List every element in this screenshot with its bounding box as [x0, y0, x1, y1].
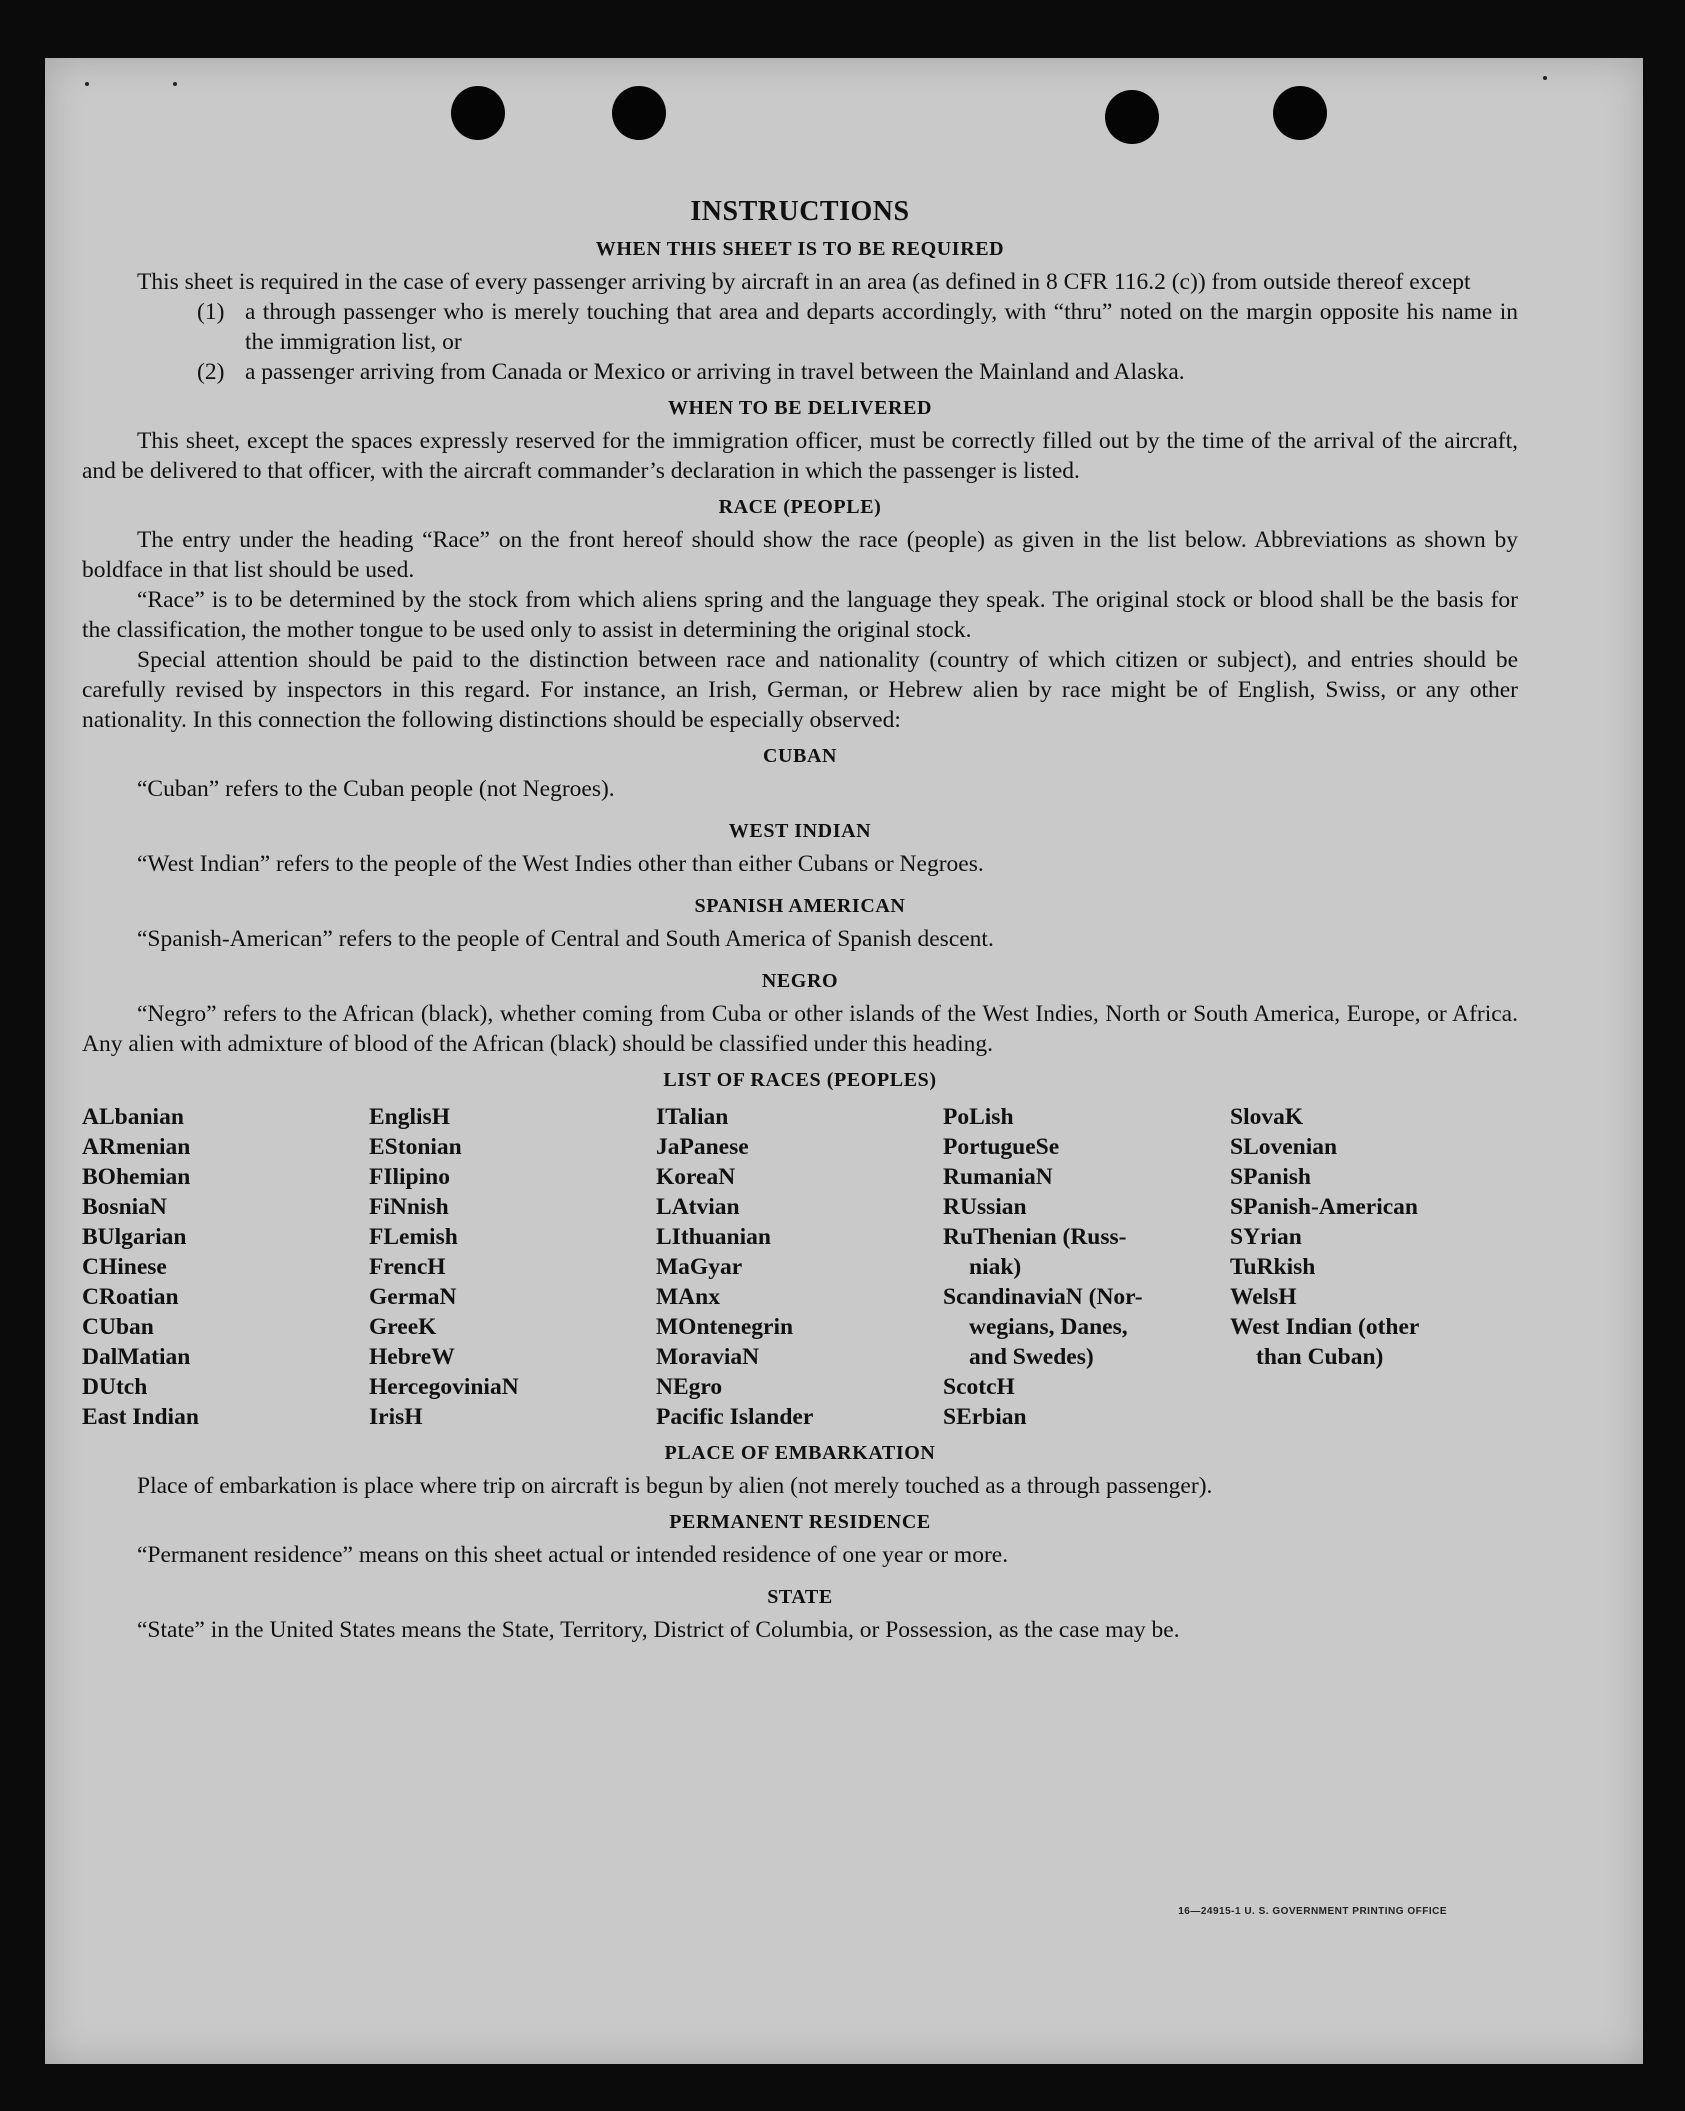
race-paragraph: The entry under the heading “Race” on the front hereof should show the race (people) as given in the list below. Abbreviations as shown by boldface in that list should be used. [82, 527, 1518, 583]
race-item: than Cuban) [1256, 1344, 1384, 1370]
races-column [369, 1102, 656, 1432]
race-item: TuRkish [1230, 1254, 1316, 1280]
race-item: CHinese [82, 1254, 167, 1280]
race-item: JaPanese [656, 1134, 749, 1160]
race-item: PortugueSe [943, 1134, 1060, 1160]
race-item: SlovaK [1230, 1104, 1304, 1130]
race-item: FIlipino [369, 1164, 450, 1190]
punch-hole [1273, 86, 1327, 140]
race-item: LAtvian [656, 1194, 740, 1220]
section-heading-embarkation: PLACE OF EMBARKATION [664, 1442, 936, 1464]
race-item: EStonian [369, 1134, 462, 1160]
races-column [82, 1102, 369, 1432]
race-item: ITalian [656, 1104, 729, 1130]
item-text: a passenger arriving from Canada or Mexico or arriving in travel between the Mainland and Alaska. [245, 359, 1185, 385]
race-item: ScandinaviaN (Nor- [943, 1284, 1143, 1310]
races-column [1230, 1102, 1517, 1432]
races-list [82, 1102, 1518, 1432]
race-item: MAnx [656, 1284, 720, 1310]
race-item: niak) [969, 1254, 1022, 1280]
item-number: (2) [197, 359, 225, 385]
when-delivered-text: This sheet, except the spaces expressly reserved for the immigration officer, must be correctly filled out by the time of the arrival of the aircraft, and be delivered to that officer, with the aircraft commander’s declaration in which the passenger is listed. [82, 428, 1518, 484]
when-required-intro: This sheet is required in the case of every passenger arriving by aircraft in an area (as defined in 8 CFR 116.2 (c)) from outside thereof except [137, 269, 1471, 295]
embarkation-text: Place of embarkation is place where trip on aircraft is begun by alien (not merely touched as a through passenger). [137, 1473, 1213, 1499]
item-number: (1) [197, 299, 225, 325]
race-item: BUlgarian [82, 1224, 187, 1250]
race-item: MaGyar [656, 1254, 743, 1280]
specks [1543, 76, 1547, 80]
race-item: HercegoviniaN [369, 1374, 519, 1400]
race-item: FLemish [369, 1224, 458, 1250]
race-item: wegians, Danes, [969, 1314, 1128, 1340]
section-heading-cuban: CUBAN [762, 745, 838, 767]
race-item: West Indian (other [1230, 1314, 1420, 1340]
race-item: CUban [82, 1314, 154, 1340]
negro-text: “Negro” refers to the African (black), whether coming from Cuba or other islands of the West Indies, North or South America, Europe, or Africa. Any alien with admixture of blood of the African (black) should be classified under this heading. [82, 1001, 1518, 1057]
race-item: East Indian [82, 1404, 199, 1430]
section-heading-west-indian: WEST INDIAN [728, 820, 872, 842]
race-item: ARmenian [82, 1134, 191, 1160]
specks [85, 82, 89, 86]
race-item: KoreaN [656, 1164, 736, 1190]
race-item: SPanish-American [1230, 1194, 1418, 1220]
race-item: MOntenegrin [656, 1314, 794, 1340]
section-heading-when-required: WHEN THIS SHEET IS TO BE REQUIRED [595, 238, 1005, 260]
race-item: Pacific Islander [656, 1404, 814, 1430]
section-heading-residence: PERMANENT RESIDENCE [669, 1511, 931, 1533]
race-item: NEgro [656, 1374, 723, 1400]
section-heading-spanish-american: SPANISH AMERICAN [694, 895, 906, 917]
race-item: CRoatian [82, 1284, 179, 1310]
race-item: RUssian [943, 1194, 1027, 1220]
race-paragraph: “Race” is to be determined by the stock from which aliens spring and the language they speak. The original stock or blood shall be the basis for the classification, the mother tongue to be used only to assist in determining the original stock. [82, 587, 1518, 643]
race-item: RumaniaN [943, 1164, 1053, 1190]
races-column [656, 1102, 943, 1432]
section-heading-state: STATE [767, 1586, 833, 1608]
punch-hole [612, 86, 666, 140]
race-item: SErbian [943, 1404, 1027, 1430]
section-heading-race: RACE (PEOPLE) [718, 496, 882, 518]
race-item: SYrian [1230, 1224, 1302, 1250]
race-paragraph: Special attention should be paid to the distinction between race and nationality (country of which citizen or subject), and entries should be carefully revised by inspectors in this regard. For instance, an Irish, German, or Hebrew alien by race might be of English, Swiss, or any other nationality. In this connection the following distinctions should be especially observed: [82, 647, 1518, 733]
residence-text: “Permanent residence” means on this sheet actual or intended residence of one year or more. [137, 1542, 1009, 1568]
race-item: RuThenian (Russ- [943, 1224, 1127, 1250]
section-heading-list-of-races: LIST OF RACES (PEOPLES) [663, 1069, 937, 1091]
race-item: BOhemian [82, 1164, 191, 1190]
cuban-text: “Cuban” refers to the Cuban people (not Negroes). [137, 776, 615, 802]
race-item: and Swedes) [969, 1344, 1094, 1370]
instructions-content [82, 196, 1518, 1645]
numbered-item [197, 357, 1518, 387]
race-item: BosniaN [82, 1194, 167, 1220]
race-item: PoLish [943, 1104, 1014, 1130]
race-item: DUtch [82, 1374, 148, 1400]
west-indian-text: “West Indian” refers to the people of the West Indies other than either Cubans or Negroes. [137, 851, 984, 877]
race-item: FrencH [369, 1254, 446, 1280]
race-item: ScotcH [943, 1374, 1015, 1400]
race-item: SPanish [1230, 1164, 1311, 1190]
races-column [943, 1102, 1230, 1432]
state-text: “State” in the United States means the State, Territory, District of Columbia, or Possession, as the case may be. [137, 1617, 1180, 1643]
race-item: DalMatian [82, 1344, 191, 1370]
race-item: ALbanian [82, 1104, 184, 1130]
race-item: EnglisH [369, 1104, 450, 1130]
race-item: LIthuanian [656, 1224, 771, 1250]
document-sheet [45, 58, 1643, 2064]
punch-hole [451, 86, 505, 140]
item-text: a through passenger who is merely touching that area and departs accordingly, with “thru” noted on the margin opposite his name in the immigration list, or [245, 299, 1518, 355]
race-item: MoraviaN [656, 1344, 760, 1370]
section-heading-negro: NEGRO [761, 970, 839, 992]
race-item: GreeK [369, 1314, 437, 1340]
race-item: SLovenian [1230, 1134, 1338, 1160]
section-heading-when-delivered: WHEN TO BE DELIVERED [667, 397, 933, 419]
page-title: INSTRUCTIONS [690, 196, 910, 227]
race-item: FiNnish [369, 1194, 449, 1220]
race-item: HebreW [369, 1344, 455, 1370]
race-item: IrisH [369, 1404, 423, 1430]
printing-office-code: 16—24915-1 U. S. GOVERNMENT PRINTING OFFICE [1178, 1906, 1447, 1917]
numbered-item [197, 297, 1518, 357]
specks [173, 82, 177, 86]
race-item: WelsH [1230, 1284, 1297, 1310]
spanish-american-text: “Spanish-American” refers to the people of Central and South America of Spanish descent. [137, 926, 994, 952]
punch-hole [1105, 90, 1159, 144]
race-item: GermaN [369, 1284, 457, 1310]
